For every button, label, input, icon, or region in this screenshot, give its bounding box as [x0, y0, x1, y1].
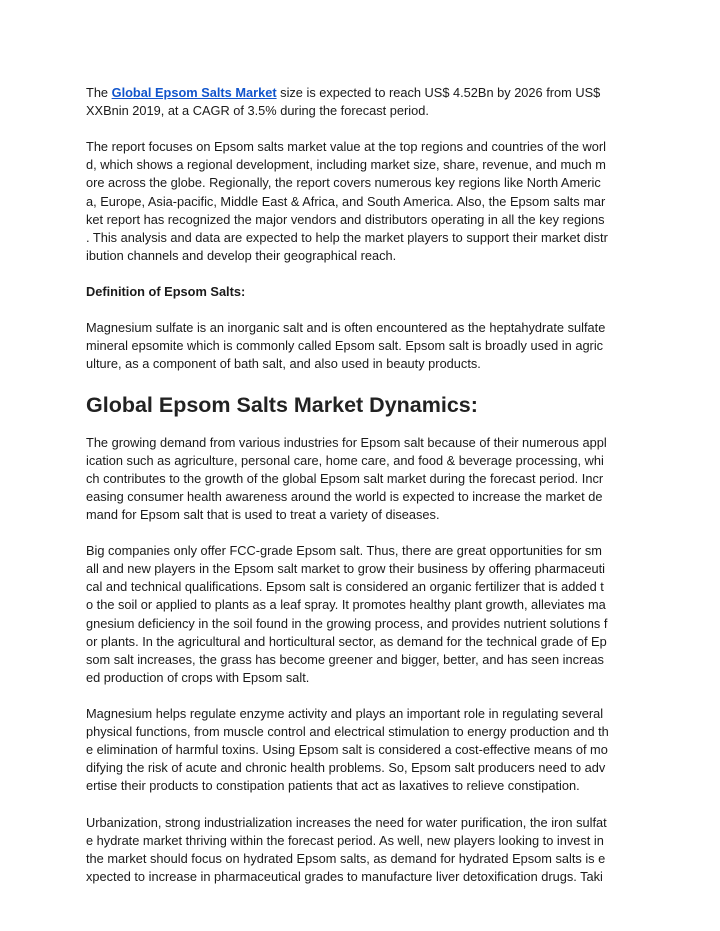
text-line: e hydrate market thriving within the forecast period. As well, new players looking to invest in: [86, 832, 604, 848]
dynamics-heading: Global Epsom Salts Market Dynamics:: [86, 392, 478, 417]
demand-paragraph: [86, 434, 636, 524]
text-line: physical functions, from muscle control and electrical stimulation to energy production and th: [86, 724, 609, 740]
text-line: . This analysis and data are expected to help the market players to support their market distr: [86, 229, 608, 245]
text-line: easing consumer health awareness around the world is expected to increase the market de: [86, 488, 603, 504]
intro-line-1: The Global Epsom Salts Market size is expected to reach US$ 4.52Bn by 2026 from US$: [86, 85, 601, 100]
text-line: Magnesium helps regulate enzyme activity and plays an important role in regulating several: [86, 706, 604, 721]
text-line: ulture, as a component of bath salt, and also used in beauty products.: [86, 356, 481, 372]
text-line: or plants. In the agricultural and horticultural sector, as demand for the technical grade of Ep: [86, 633, 607, 649]
text-line: gnesium deficiency in the soil found in the growing process, and provides nutrient solutions f: [86, 615, 608, 631]
text-line: cal and technical qualifications. Epsom salt is considered an organic fertilizer that is added t: [86, 579, 604, 595]
text-line: The report focuses on Epsom salts market value at the top regions and countries of the worl: [86, 139, 606, 155]
text-line: all and new players in the Epsom salt market to grow their business by offering pharmaceuti: [86, 561, 606, 577]
text-line: ication such as agriculture, personal care, home care, and food & beverage processing, whi: [86, 452, 604, 468]
definition-paragraph: [86, 319, 636, 373]
text-line: ore across the globe. Regionally, the report covers numerous key regions like North Americ: [86, 175, 601, 191]
text-line: som salt increases, the grass has become greener and bigger, better, and has seen increas: [86, 651, 604, 667]
text-line: ertise their products to constipation patients that act as laxatives to relieve constipation.: [86, 778, 580, 794]
text-line: Urbanization, strong industrialization increases the need for water purification, the iron sulfat: [86, 814, 607, 830]
text-line: Magnesium sulfate is an inorganic salt and is often encountered as the heptahydrate sulfate: [86, 320, 606, 336]
text-line: ket report has recognized the major vendors and distributors operating in all the key regions: [86, 211, 605, 227]
text-line: mand for Epsom salt that is used to treat a variety of diseases.: [86, 506, 440, 522]
definition-heading: Definition of Epsom Salts:: [86, 284, 246, 300]
text-line: the market should focus on hydrated Epsom salts, as demand for hydrated Epsom salts is e: [86, 850, 606, 866]
document-page: [86, 84, 636, 904]
text-line: ibution channels and develop their geographical reach.: [86, 247, 397, 263]
global-epsom-salts-market-link[interactable]: Global Epsom Salts Market: [111, 85, 277, 100]
text-line: mineral epsomite which is commonly called Epsom salt. Epsom salt is broadly used in agric: [86, 338, 604, 354]
text-line: The growing demand from various industries for Epsom salt because of their numerous appl: [86, 434, 607, 450]
text-line: o the soil or applied to plants as a leaf spray. It promotes healthy plant growth, alleviates ma: [86, 597, 606, 613]
companies-paragraph: [86, 542, 636, 687]
text-line: d, which shows a regional development, including market size, share, revenue, and much m: [86, 157, 606, 173]
text-line: a, Europe, Asia-pacific, Middle East & Africa, and South America. Also, the Epsom salts mar: [86, 193, 606, 209]
intro-paragraph: [86, 84, 636, 120]
magnesium-paragraph: [86, 705, 636, 795]
urbanization-paragraph: [86, 814, 636, 886]
text-line: ch contributes to the growth of the global Epsom salt market during the forecast period. Incr: [86, 470, 604, 486]
text-line: Big companies only offer FCC-grade Epsom salt. Thus, there are great opportunities for sm: [86, 543, 602, 559]
regions-paragraph: [86, 138, 636, 265]
text-line: xpected to increase in pharmaceutical grades to manufacture liver detoxification drugs. Taki: [86, 868, 603, 884]
text-line: difying the risk of acute and chronic health problems. So, Epsom salt producers need to adv: [86, 760, 606, 776]
intro-line-2: XXBnin 2019, at a CAGR of 3.5% during the forecast period.: [86, 103, 429, 119]
text-line: e elimination of harmful toxins. Using Epsom salt is considered a cost-effective means of mo: [86, 742, 608, 758]
text-line: ed production of crops with Epsom salt.: [86, 669, 310, 685]
